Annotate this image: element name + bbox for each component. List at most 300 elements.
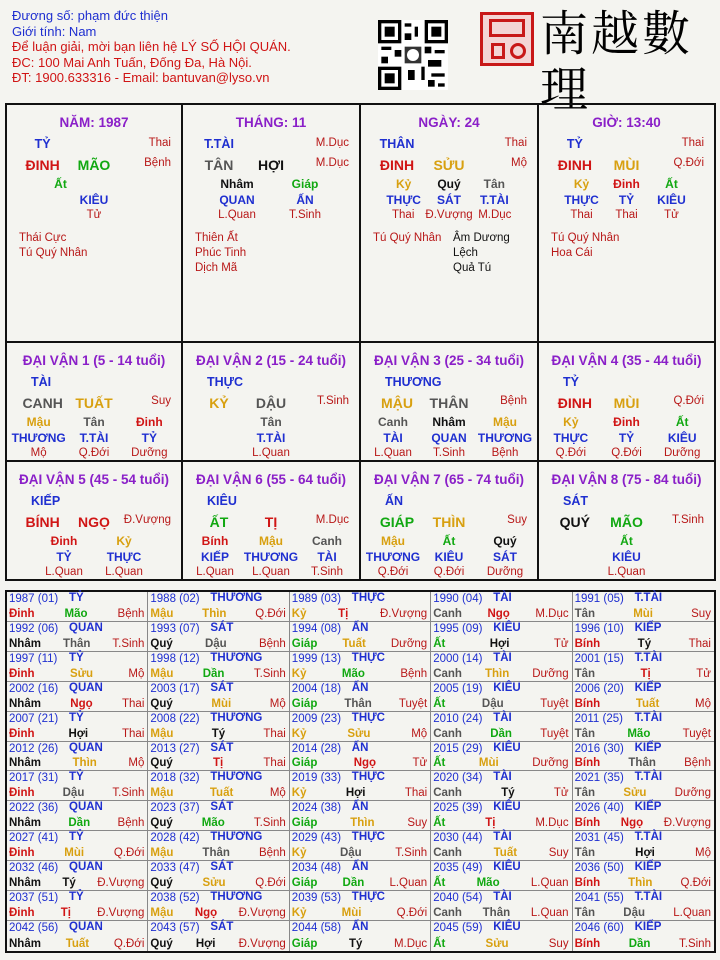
year-pillar	[9, 787, 144, 799]
year-cell	[148, 771, 289, 801]
dai-van-2	[183, 343, 361, 462]
pillar-title: GIỜ: 13:40	[592, 115, 661, 130]
year-god: KIẾP	[634, 921, 662, 934]
hidden-god: TỶ	[618, 193, 635, 207]
year-god: THƯƠNG	[210, 711, 263, 724]
earthly-branch: TUẤT	[75, 395, 113, 411]
year-pillar	[433, 907, 568, 919]
year-pillar	[433, 787, 568, 799]
year-stem: Bính	[574, 877, 601, 890]
year-stage: Tử	[553, 787, 569, 800]
year-branch: Dần	[68, 817, 91, 830]
hidden-stage-row	[11, 447, 177, 459]
header-info	[12, 8, 291, 86]
year-stem: Tân	[574, 667, 596, 680]
year-god: T.TÀI	[634, 592, 663, 604]
hidden-stage: Thai	[615, 209, 638, 221]
hidden-stage-row	[203, 209, 339, 221]
hidden-stem-row	[187, 415, 355, 429]
hidden-god: T.TÀI	[79, 431, 109, 445]
year-cell	[431, 712, 572, 742]
year-stage: Bệnh	[258, 847, 286, 860]
year-stage: Thai	[263, 757, 286, 770]
year-god: TỶ	[69, 711, 84, 724]
year-stem: Canh	[433, 667, 462, 680]
year-stem: Tân	[574, 847, 596, 860]
year-stem: Canh	[433, 787, 462, 800]
dai-van-god: TỶ	[563, 375, 579, 389]
year-cell	[431, 652, 572, 682]
hidden-stem-row	[187, 534, 355, 548]
year-cell	[431, 682, 572, 712]
year-cell	[148, 831, 289, 861]
year-stem: Mậu	[150, 907, 174, 920]
year-cell	[290, 652, 431, 682]
year-stem: Canh	[433, 607, 462, 620]
year-label: 2041 (55)	[574, 892, 624, 905]
year-stem: Mậu	[150, 667, 174, 680]
hidden-stage: T.Sinh	[289, 209, 321, 221]
year-pillar	[575, 847, 711, 859]
hidden-stage: L.Quan	[252, 566, 290, 578]
year-stage: Suy	[548, 937, 569, 950]
hidden-stem: Mậu	[259, 534, 283, 548]
year-pillar	[575, 728, 711, 740]
hidden-stage: L.Quan	[252, 447, 290, 459]
year-label: 1987 (01)	[9, 593, 59, 605]
pillar-stem-row	[371, 157, 527, 173]
year-pillar	[150, 877, 285, 889]
year-pillar	[575, 638, 711, 650]
year-stem: Giáp	[291, 757, 318, 770]
hidden-stem: Giáp	[291, 177, 319, 191]
dai-van-5	[7, 462, 183, 581]
year-stage: Bệnh	[117, 607, 145, 620]
year-label: 2029 (43)	[291, 832, 342, 845]
year-god: QUAN	[69, 921, 103, 934]
year-cell	[148, 592, 289, 622]
year-cell	[573, 652, 714, 682]
god-stage: Thai	[504, 137, 527, 149]
branch-stage: Bệnh	[500, 395, 527, 407]
hidden-stem-row	[365, 415, 533, 429]
year-stage: Thai	[122, 727, 145, 740]
year-god: KIÊU	[493, 861, 521, 874]
year-branch: Tý	[501, 787, 515, 800]
year-branch: Mùi	[341, 907, 362, 920]
dai-van-title: ĐẠI VẬN 8 (75 - 84 tuổi)	[551, 472, 702, 487]
year-pillar	[292, 938, 427, 950]
year-god: SÁT	[210, 801, 234, 814]
year-branch: Mão	[201, 817, 225, 830]
year-god: THƯƠNG	[210, 831, 263, 844]
hidden-stage-row	[187, 447, 355, 459]
year-branch: Tị	[212, 757, 224, 770]
year-god: ẤN	[351, 801, 369, 814]
hidden-stage: Mộ	[30, 447, 47, 459]
star-item: Tú Quý Nhân	[373, 232, 442, 244]
year-branch: Sửu	[202, 877, 226, 890]
year-label: 2021 (35)	[574, 772, 624, 785]
year-stage: Dưỡng	[532, 667, 569, 680]
year-cell	[7, 712, 148, 742]
hidden-god: THỰC	[564, 193, 599, 207]
hidden-stem: Ất	[675, 415, 689, 429]
year-stem: Bính	[574, 937, 601, 950]
year-cell	[431, 861, 572, 891]
year-branch: Tuất	[635, 697, 660, 710]
year-cell	[7, 682, 148, 712]
year-pillar	[150, 728, 285, 740]
year-branch: Thân	[202, 847, 230, 860]
year-label: 1999 (13)	[291, 652, 342, 665]
year-cell	[431, 771, 572, 801]
year-stem: Bính	[574, 817, 601, 830]
year-branch: Ngọ	[70, 697, 93, 710]
year-label: 2001 (15)	[574, 652, 624, 665]
dai-van-4	[539, 343, 714, 462]
year-cell	[290, 771, 431, 801]
year-branch: Thìn	[350, 817, 375, 830]
year-label: 1998 (12)	[150, 652, 200, 665]
year-stage: Thai	[404, 787, 428, 800]
year-stage: M.Dục	[535, 817, 569, 830]
year-pillar	[9, 698, 144, 710]
year-branch: Sửu	[623, 787, 647, 800]
heavenly-stem: QUÝ	[559, 514, 590, 530]
year-cell	[290, 712, 431, 742]
year-branch: Tý	[348, 937, 363, 950]
year-branch: Ngọ	[487, 607, 510, 620]
hidden-stage-row	[27, 209, 161, 221]
year-god: KIÊU	[493, 681, 521, 694]
year-label: 1994 (08)	[291, 622, 342, 635]
hidden-god: T.TÀI	[479, 193, 509, 207]
year-label: 2035 (49)	[433, 862, 483, 875]
heavenly-stem: ĐINH	[557, 157, 592, 173]
year-stage: L.Quan	[530, 877, 569, 890]
hidden-god: THỰC	[553, 431, 589, 445]
year-branch: Mùi	[633, 607, 653, 620]
year-cell	[290, 891, 431, 921]
year-cell	[148, 861, 289, 891]
year-stem: Mậu	[150, 607, 174, 620]
year-stage: Suy	[691, 607, 711, 620]
year-pillar	[433, 638, 568, 650]
year-branch: Dậu	[481, 697, 504, 710]
year-label: 2007 (21)	[9, 712, 59, 725]
year-label: 2022 (36)	[9, 802, 59, 815]
pillar-stem-row	[17, 157, 171, 173]
year-cell	[148, 622, 289, 652]
hidden-stem: Ất	[442, 534, 456, 548]
year-stem: Giáp	[291, 877, 318, 890]
year-god: T.TÀI	[634, 771, 663, 784]
hidden-god-row	[203, 193, 339, 207]
year-label: 2004 (18)	[291, 682, 342, 695]
year-stage: Tử	[553, 637, 569, 650]
dai-van-stem-row	[549, 514, 704, 530]
year-god: SÁT	[210, 681, 234, 694]
pillar-stem-row	[549, 157, 704, 173]
year-stem: Mậu	[150, 727, 174, 740]
year-label: 1993 (07)	[150, 622, 200, 635]
year-stage: Dưỡng	[390, 637, 428, 650]
year-label: 2028 (42)	[150, 832, 200, 845]
hidden-stage: Đ.Vượng	[425, 209, 473, 221]
dai-van-god: ẤN	[385, 494, 404, 508]
year-god: QUAN	[69, 741, 103, 754]
year-label: 1992 (06)	[9, 622, 59, 635]
year-stage: Tuyệt	[540, 727, 569, 740]
heavenly-stem: ĐINH	[25, 157, 60, 173]
dai-van-god: KIÊU	[207, 494, 237, 508]
dai-van-god: THỰC	[207, 375, 244, 389]
hidden-stage: Q.Đới	[377, 566, 409, 578]
hidden-stage-row	[11, 566, 177, 578]
year-branch: Sửu	[485, 937, 509, 950]
hidden-god: THƯƠNG	[243, 550, 299, 564]
year-stage: Đ.Vượng	[663, 817, 711, 830]
year-stem: Đinh	[9, 787, 35, 800]
year-label: 2044 (58)	[291, 922, 342, 935]
hidden-stage: L.Quan	[218, 209, 256, 221]
dai-van-8	[539, 462, 714, 581]
year-god: TỶ	[69, 891, 84, 904]
dai-van-title: ĐẠI VẬN 7 (65 - 74 tuổi)	[373, 472, 525, 487]
branch-stage: T.Sinh	[317, 395, 349, 407]
year-pillar	[150, 907, 285, 919]
year-god: ẤN	[351, 921, 369, 934]
year-cell	[573, 771, 714, 801]
year-label: 2006 (20)	[574, 682, 624, 695]
year-stage: T.Sinh	[395, 847, 428, 860]
branch-stage: Q.Đới	[673, 157, 705, 169]
pillar-4	[539, 105, 714, 343]
star-item: Phúc Tinh	[195, 247, 247, 259]
year-stage: L.Quan	[389, 877, 428, 890]
year-stem: Ất	[433, 757, 446, 770]
star-item: Thiên Ất	[195, 232, 238, 244]
hidden-god: KIÊU	[612, 550, 641, 564]
year-branch: Dậu	[204, 637, 227, 650]
year-stem: Quý	[150, 817, 173, 830]
year-cell	[290, 921, 431, 951]
year-label: 2002 (16)	[9, 682, 59, 695]
year-cell	[431, 622, 572, 652]
year-god: TÀI	[493, 711, 512, 724]
year-branch: Tị	[60, 907, 71, 920]
year-label: 2019 (33)	[291, 772, 342, 785]
year-stage: Mộ	[269, 697, 286, 710]
chart-frame	[5, 103, 716, 581]
year-label: 2018 (32)	[150, 772, 200, 785]
hidden-god: SÁT	[436, 193, 461, 207]
hidden-stem	[94, 177, 161, 191]
year-stem: Kỷ	[291, 907, 307, 920]
year-label: 2014 (28)	[291, 742, 342, 755]
year-pillar	[292, 787, 427, 799]
hidden-stem: Đinh	[135, 415, 163, 429]
phone-email-line: ĐT: 1900.633316 - Email: bantuvan@lyso.vn	[12, 70, 270, 85]
year-branch: Hợi	[345, 787, 366, 800]
year-pillar	[575, 787, 711, 799]
year-cell	[431, 921, 572, 951]
year-pillar	[575, 877, 711, 889]
hidden-stem: Mậu	[26, 415, 51, 429]
year-cell	[290, 622, 431, 652]
year-cell	[148, 921, 289, 951]
year-cell	[7, 592, 148, 622]
hidden-god: THƯƠNG	[11, 431, 66, 445]
year-god: T.TÀI	[634, 891, 663, 904]
year-god: THỰC	[351, 711, 385, 724]
year-god: QUAN	[69, 621, 103, 634]
heavenly-stem: MẬU	[381, 395, 413, 411]
year-cell	[290, 742, 431, 772]
year-label: 1997 (11)	[9, 652, 58, 665]
year-god: TỶ	[69, 592, 84, 604]
heavenly-stem: GIÁP	[379, 514, 415, 530]
year-cell	[7, 861, 148, 891]
hidden-god: KIÊU	[657, 193, 686, 207]
year-god: SÁT	[210, 621, 234, 634]
year-label: 1996 (10)	[574, 622, 624, 635]
year-god: THƯƠNG	[210, 651, 263, 664]
hidden-stem-row	[365, 534, 533, 548]
year-pillar	[433, 698, 568, 710]
dai-van-title: ĐẠI VẬN 6 (55 - 64 tuổi)	[195, 472, 347, 487]
year-branch: Dần	[202, 667, 225, 680]
year-pillar	[292, 638, 427, 650]
year-stage: Đ.Vượng	[238, 907, 286, 920]
branch-stage: Suy	[151, 395, 171, 407]
hidden-stage-row	[187, 566, 355, 578]
year-pillar	[433, 757, 568, 769]
year-stage: L.Quan	[673, 907, 711, 920]
year-pillar	[150, 698, 285, 710]
year-pillar	[292, 728, 427, 740]
year-branch: Dậu	[623, 907, 646, 920]
year-god: ẤN	[351, 741, 369, 754]
hidden-stem: Bính	[201, 534, 229, 548]
year-pillar	[575, 907, 711, 919]
year-god: THỰC	[351, 592, 385, 604]
year-god: ẤN	[351, 621, 369, 634]
year-cell	[573, 742, 714, 772]
year-god: T.TÀI	[634, 651, 663, 664]
hidden-stem-row	[381, 177, 517, 191]
year-cell	[148, 712, 289, 742]
year-stage: Mộ	[694, 847, 711, 860]
year-label: 2027 (41)	[9, 832, 59, 845]
hidden-god: KIÊU	[667, 431, 697, 445]
year-god: THỰC	[351, 891, 385, 904]
year-stem: Nhâm	[9, 877, 41, 890]
year-stem: Bính	[574, 757, 601, 770]
star-item: Thái Cực	[19, 232, 67, 244]
red-seal-icon	[480, 12, 534, 66]
year-stem: Kỷ	[291, 847, 307, 860]
dai-van-god: THƯƠNG	[385, 375, 442, 389]
year-stage: T.Sinh	[253, 667, 286, 680]
hidden-stage: Tử	[86, 209, 102, 221]
text	[245, 137, 297, 151]
year-stem: Ất	[433, 877, 446, 890]
year-stem: Giáp	[291, 937, 318, 950]
star-item: Quả Tú	[453, 262, 492, 274]
hidden-stage: L.Quan	[196, 566, 234, 578]
text	[601, 137, 653, 151]
year-stage: Tuyệt	[682, 727, 711, 740]
year-pillar	[433, 938, 568, 950]
hidden-stage: Q.Đới	[611, 447, 642, 459]
year-stem: Đinh	[9, 907, 35, 920]
hidden-god: KIẾP	[200, 550, 229, 564]
year-god: THỰC	[351, 771, 385, 784]
year-branch: Sửu	[347, 727, 371, 740]
hidden-stage-row	[365, 447, 533, 459]
hidden-god: TỶ	[56, 550, 72, 564]
year-god: SÁT	[210, 921, 234, 934]
year-pillar	[433, 668, 568, 680]
year-branch: Dần	[490, 727, 512, 740]
year-stage: Q.Đới	[680, 877, 711, 890]
year-cell	[7, 742, 148, 772]
dai-van-stem-row	[371, 514, 527, 530]
earthly-branch: THÂN	[429, 395, 469, 411]
year-branch: Dần	[628, 937, 651, 950]
hidden-stem-row	[11, 415, 177, 429]
year-stage: T.Sinh	[112, 787, 145, 800]
year-stage: Đ.Vượng	[238, 937, 286, 950]
year-stage: Thai	[263, 727, 286, 740]
year-stage: Tử	[696, 667, 711, 680]
year-god: KIẾP	[634, 861, 662, 874]
year-branch: Thân	[628, 757, 656, 770]
year-cell	[573, 861, 714, 891]
year-stage: Tuyệt	[540, 697, 569, 710]
year-label: 2017 (31)	[9, 772, 59, 785]
hidden-stem: Ất	[620, 534, 633, 548]
year-god: TỶ	[69, 771, 84, 784]
year-stem: Quý	[150, 697, 173, 710]
earthly-branch: SỬU	[433, 157, 465, 173]
year-god: SÁT	[210, 741, 234, 754]
hidden-stem: Kỷ	[573, 177, 590, 191]
hidden-stem: Nhâm	[220, 177, 254, 191]
hidden-stem: Quý	[437, 177, 461, 191]
year-stem: Bính	[574, 637, 601, 650]
year-branch: Hợi	[635, 847, 655, 860]
year-god: THƯƠNG	[210, 771, 263, 784]
star-item: Dịch Mã	[195, 262, 238, 274]
year-cell	[573, 592, 714, 622]
earthly-branch: MÃO	[610, 514, 643, 530]
hidden-stage-row	[381, 209, 517, 221]
year-label: 2024 (38)	[291, 802, 342, 815]
year-cell	[431, 891, 572, 921]
year-god: KIÊU	[493, 921, 521, 934]
hidden-stage: Q.Đới	[555, 447, 587, 459]
year-branch: Mão	[476, 877, 500, 890]
year-god: KIÊU	[493, 741, 521, 754]
year-pillar	[150, 668, 285, 680]
year-branch: Thìn	[72, 757, 97, 770]
hidden-god-row	[11, 431, 177, 445]
hidden-stem: Ất	[54, 177, 67, 191]
year-stage: Suy	[548, 847, 569, 860]
